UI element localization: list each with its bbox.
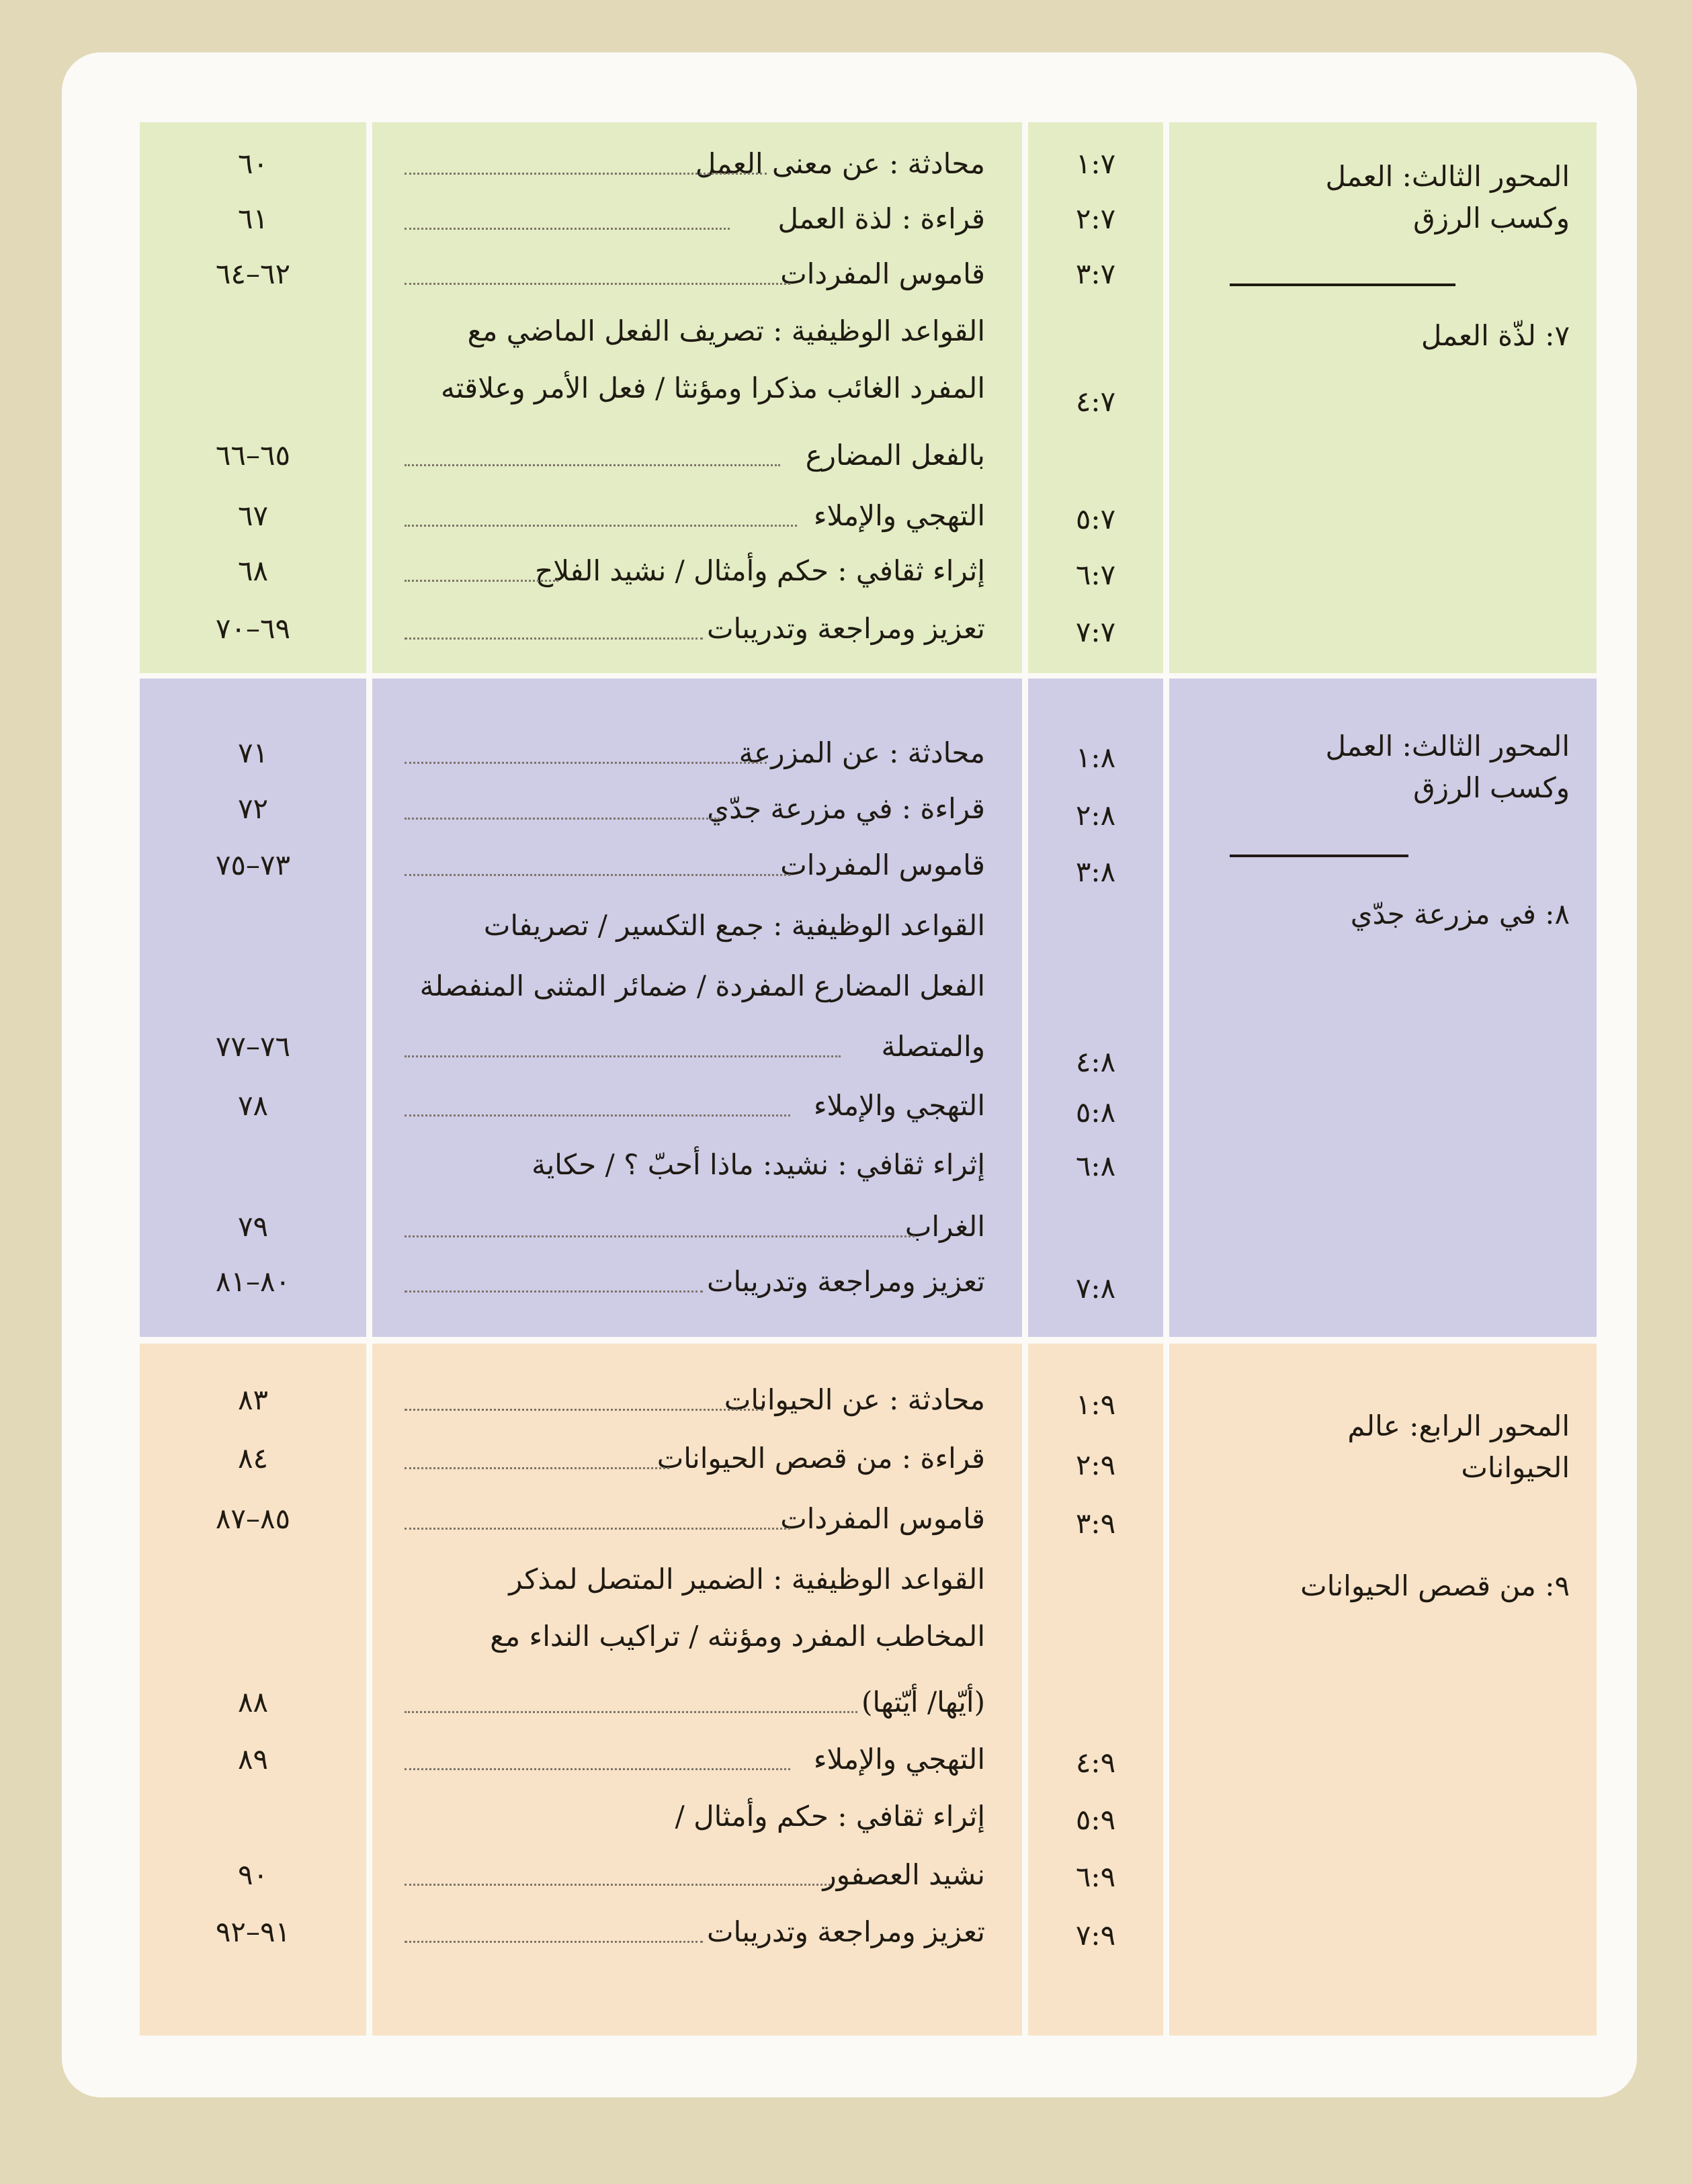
unit-title: المحور الثالث: العمل وكسب الرزق	[1325, 730, 1570, 804]
topic-line	[372, 1915, 1022, 1950]
topic-line	[372, 202, 1022, 236]
lesson-number: ٣:٨	[1075, 855, 1116, 888]
topic-line	[372, 848, 1022, 883]
page-number: ٦٩–٧٠	[215, 612, 291, 645]
topic-line	[372, 1685, 1022, 1720]
topic-line	[372, 1088, 1022, 1123]
dot-leader	[405, 1409, 763, 1411]
topic-line	[372, 314, 1022, 349]
topic-line	[372, 1742, 1022, 1777]
topic-text: نشيد العصفور	[822, 1858, 985, 1891]
pages-column	[140, 679, 366, 1337]
lesson-number: ٧:٨	[1075, 1272, 1116, 1305]
page-number: ٦٨	[237, 554, 269, 587]
unit-column	[1169, 1344, 1597, 2036]
page-number: ٧٦–٧٧	[215, 1030, 291, 1063]
topic-text: بالفعل المضارع	[805, 439, 985, 472]
dot-leader	[405, 1291, 703, 1293]
dot-leader	[405, 1115, 790, 1117]
dot-leader	[405, 1235, 915, 1237]
lesson-numbers-column	[1028, 679, 1163, 1337]
lesson-number: ٦:٩	[1075, 1860, 1116, 1893]
topic-text: إثراء ثقافي : حكم وأمثال /	[675, 1800, 985, 1833]
topic-line	[372, 1441, 1022, 1476]
toc-section-s9	[140, 1344, 1597, 2036]
topic-line	[372, 969, 1022, 1004]
topic-line	[372, 1858, 1022, 1892]
topic-line	[372, 611, 1022, 646]
page-number: ٦١	[237, 202, 269, 235]
lesson-numbers-column	[1028, 122, 1163, 673]
lesson-number: ١:٧	[1075, 147, 1116, 180]
topic-text: القواعد الوظيفية : الضمير المتصل لمذكر	[509, 1563, 985, 1596]
topic-line	[372, 438, 1022, 473]
lesson-number: ٤:٩	[1075, 1746, 1116, 1779]
topic-text: والمتصلة	[881, 1030, 985, 1063]
topic-line	[372, 1501, 1022, 1536]
topic-text: تعزيز ومراجعة وتدريبات	[706, 1915, 985, 1948]
lesson-number: ٤:٨	[1075, 1045, 1116, 1078]
topic-line	[372, 1799, 1022, 1834]
page-number: ٦٧	[237, 499, 269, 532]
dot-leader	[405, 1528, 790, 1530]
topic-line	[372, 736, 1022, 771]
topic-text: التهجي والإملاء	[813, 1743, 985, 1776]
topic-text: تعزيز ومراجعة وتدريبات	[706, 1265, 985, 1298]
topic-line	[372, 1147, 1022, 1182]
topic-text: محادثة : عن معنى العمل	[695, 147, 985, 180]
topic-text: قراءة : لذة العمل	[777, 202, 985, 235]
dot-leader	[405, 1941, 703, 1943]
topic-text: القواعد الوظيفية : جمع التكسير / تصريفات	[483, 909, 985, 942]
topic-text: التهجي والإملاء	[813, 1089, 985, 1122]
lesson-number: ١:٩	[1075, 1388, 1116, 1421]
topic-line	[372, 1029, 1022, 1064]
topic-line	[372, 1209, 1022, 1244]
page-number: ٨٥–٨٧	[215, 1502, 291, 1535]
dot-leader	[405, 580, 558, 582]
toc-section-s7	[140, 122, 1597, 673]
page-number: ٧٩	[237, 1210, 269, 1243]
dot-leader	[405, 1467, 669, 1469]
topic-text: محادثة : عن المزرعة	[738, 736, 985, 769]
topic-text: إثراء ثقافي : حكم وأمثال / نشيد الفلاح	[535, 554, 985, 587]
topic-line	[372, 908, 1022, 943]
lesson-number: ٣:٩	[1075, 1507, 1116, 1540]
unit-column	[1169, 122, 1597, 673]
topic-text: التهجي والإملاء	[813, 499, 985, 532]
dot-leader	[405, 1768, 790, 1770]
page-number: ٧٣–٧٥	[215, 848, 291, 881]
dot-leader	[405, 874, 790, 876]
topic-text: محادثة : عن الحيوانات	[724, 1383, 985, 1416]
unit-title: المحور الرابع: عالم الحيوانات	[1347, 1409, 1570, 1484]
topic-text: المخاطب المفرد ومؤنثه / تراكيب النداء مع	[490, 1620, 985, 1653]
lesson-title: ٨: في مزرعة جدّي	[1350, 898, 1570, 930]
topic-text: قاموس المفردات	[780, 1502, 985, 1535]
lesson-number: ٢:٩	[1075, 1448, 1116, 1481]
dot-leader	[405, 283, 790, 285]
page-number: ٦٢–٦٤	[215, 257, 291, 290]
dot-leader	[405, 818, 720, 820]
topic-text: الغراب	[904, 1210, 985, 1243]
lesson-number: ٦:٨	[1075, 1149, 1116, 1182]
lesson-number: ٢:٨	[1075, 799, 1116, 832]
topics-column	[372, 679, 1022, 1337]
topic-line	[372, 791, 1022, 826]
topic-text: الفعل المضارع المفردة / ضمائر المثنى المنفصلة	[419, 969, 985, 1002]
topic-text: قاموس المفردات	[780, 848, 985, 881]
topic-line	[372, 498, 1022, 533]
topic-text: تعزيز ومراجعة وتدريبات	[706, 612, 985, 645]
lesson-title: ٧: لذّة العمل	[1421, 319, 1570, 352]
page-number: ٨٣	[237, 1383, 269, 1416]
lesson-title: ٩: من قصص الحيوانات	[1300, 1569, 1570, 1602]
topic-line	[372, 1562, 1022, 1597]
topic-text: قراءة : في مزرعة جدّي	[707, 792, 985, 825]
topic-text: قاموس المفردات	[780, 257, 985, 290]
page-number: ٧١	[237, 736, 269, 769]
page-number: ٨٩	[237, 1743, 269, 1776]
page-number: ٨٤	[237, 1442, 269, 1475]
lesson-number: ٧:٧	[1075, 615, 1116, 648]
topics-column	[372, 1344, 1022, 2036]
page-number: ٦٠	[237, 147, 269, 180]
page-number: ٦٥–٦٦	[215, 439, 291, 472]
unit-title: المحور الثالث: العمل وكسب الرزق	[1325, 160, 1570, 234]
lesson-number: ٢:٧	[1075, 202, 1116, 235]
unit-column	[1169, 679, 1597, 1337]
unit-divider	[1230, 283, 1455, 286]
lesson-number: ٥:٧	[1075, 503, 1116, 535]
dot-leader	[405, 228, 730, 230]
page-number: ٨٨	[237, 1686, 269, 1718]
topic-line	[372, 1619, 1022, 1654]
lesson-number: ٥:٨	[1075, 1096, 1116, 1129]
pages-column	[140, 1344, 366, 2036]
lesson-number: ٥:٩	[1075, 1803, 1116, 1836]
topic-line	[372, 146, 1022, 181]
lesson-number: ٤:٧	[1075, 385, 1116, 418]
lesson-number: ٧:٩	[1075, 1919, 1116, 1952]
dot-leader	[405, 638, 703, 640]
dot-leader	[405, 173, 767, 175]
unit-divider	[1230, 855, 1408, 857]
lesson-numbers-column	[1028, 1344, 1163, 2036]
dot-leader	[405, 1711, 857, 1713]
topic-text: إثراء ثقافي : نشيد: ماذا أحبّ ؟ / حكاية	[532, 1148, 985, 1181]
topic-text: القواعد الوظيفية : تصريف الفعل الماضي مع	[467, 314, 985, 347]
topic-line	[372, 1264, 1022, 1299]
topic-line	[372, 371, 1022, 406]
page-number: ٧٨	[237, 1089, 269, 1122]
lesson-number: ٦:٧	[1075, 558, 1116, 591]
topic-line	[372, 1383, 1022, 1417]
page-number: ٨٠–٨١	[215, 1265, 291, 1298]
dot-leader	[405, 464, 780, 466]
toc-section-s8	[140, 679, 1597, 1337]
topic-text: (أيّها/ أيّتها)	[861, 1686, 985, 1718]
topic-text: المفرد الغائب مذكرا ومؤنثا / فعل الأمر وعلاقته	[440, 372, 985, 404]
topic-text: قراءة : من قصص الحيوانات	[657, 1442, 985, 1475]
page-number: ٩١–٩٢	[215, 1915, 291, 1948]
page-number: ٧٢	[237, 792, 269, 825]
topic-line	[372, 257, 1022, 292]
dot-leader	[405, 1055, 841, 1057]
pages-column	[140, 122, 366, 673]
topic-line	[372, 554, 1022, 588]
dot-leader	[405, 525, 797, 527]
lesson-number: ٣:٧	[1075, 257, 1116, 290]
dot-leader	[405, 1884, 831, 1886]
lesson-number: ١:٨	[1075, 741, 1116, 774]
dot-leader	[405, 762, 767, 764]
topics-column	[372, 122, 1022, 673]
page-number: ٩٠	[237, 1858, 269, 1891]
